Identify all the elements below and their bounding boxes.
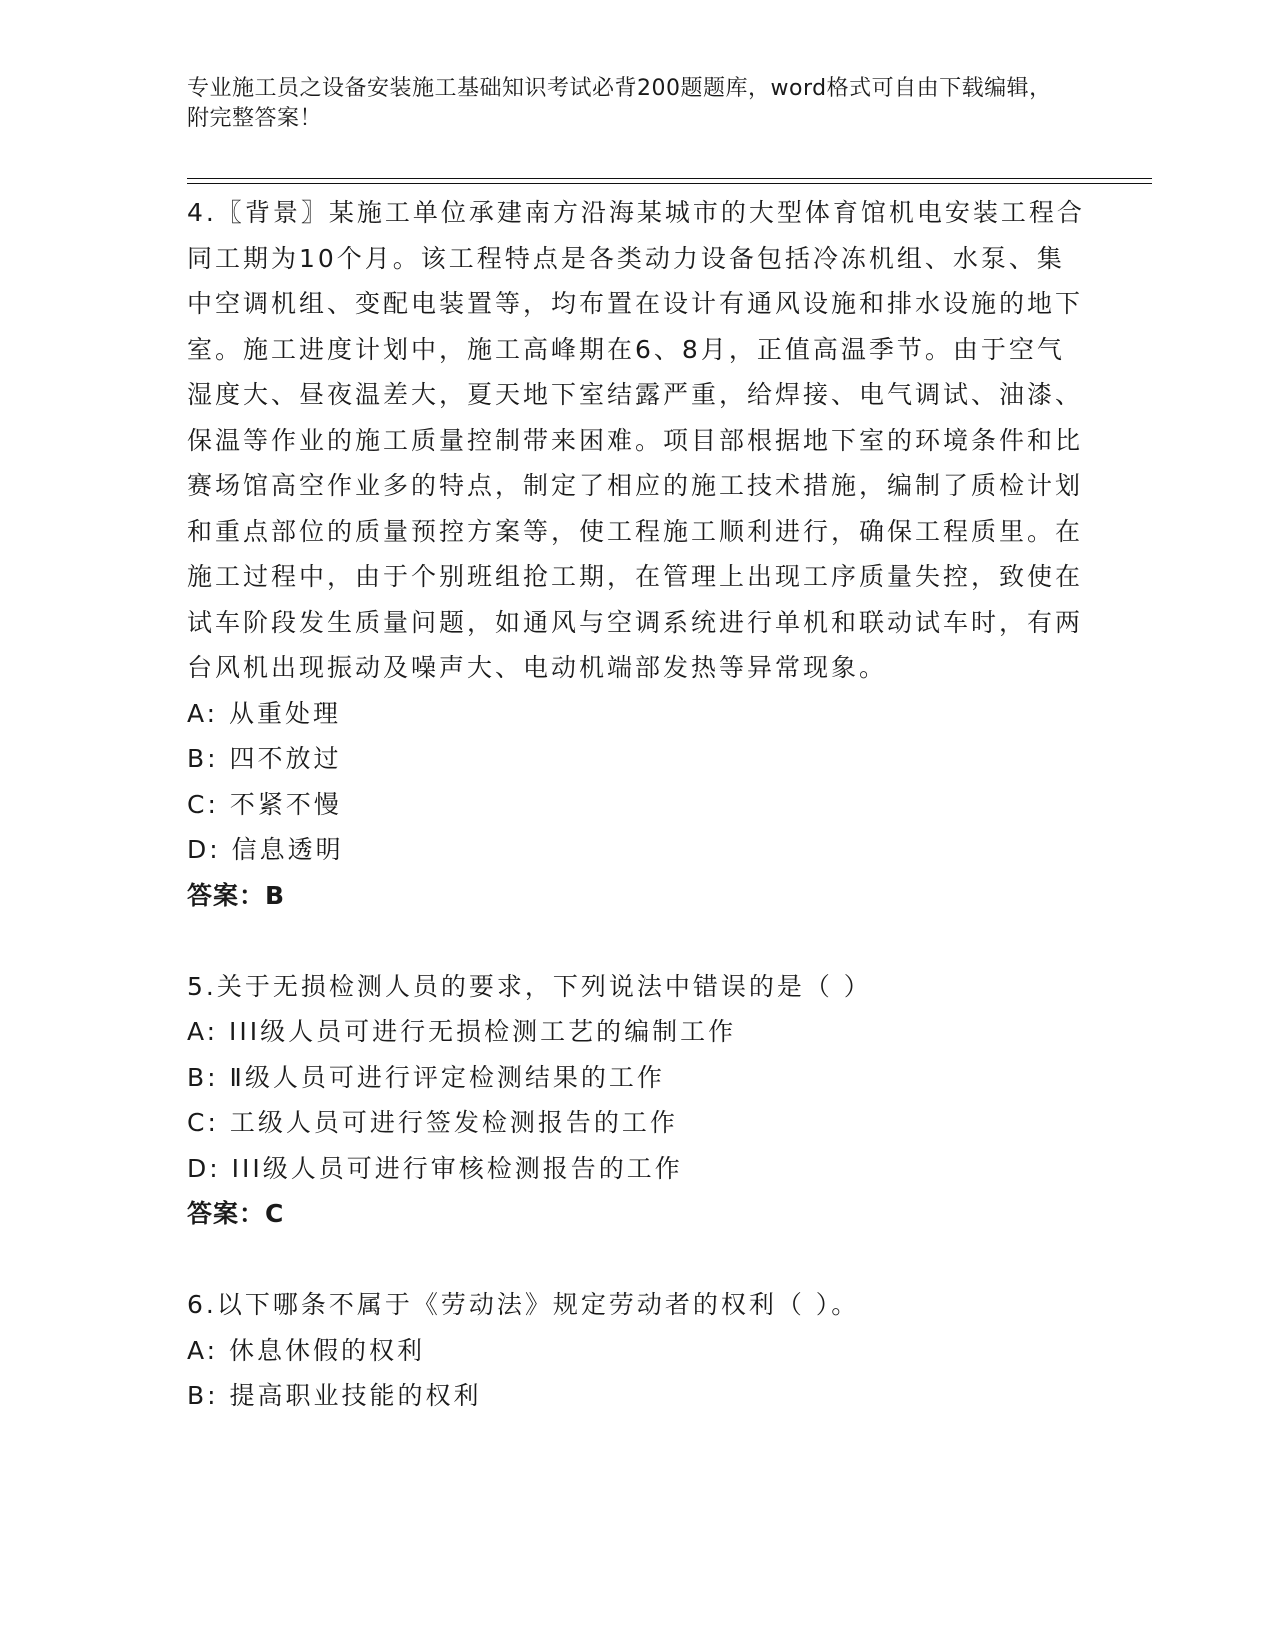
option-d: D: 信息透明 (187, 835, 344, 864)
answer: 答案：C (187, 1199, 285, 1228)
option-a: A: 休息休假的权利 (187, 1335, 426, 1365)
option-a: A: III级人员可进行无损检测工艺的编制工作 (187, 1017, 737, 1046)
question-text: 4.〖背景〗某施工单位承建南方沿海某城市的大型体育馆机电安装工程合同工期为10个月。该工程特点是各类动力设备包括冷冻机组、水泵、集中空调机组、变配电装置等，均布置在设计有通风设施和排水设施的地下室。施工进度计划中，施工高峰期在6、8月，正值高温季节。由于空气湿度大、昼夜温差大，夏天地下室结露严重，给焊接、电气调试、油漆、保温等作业的施工质量控制带来困难。项目部根据地下室的环境条件和比赛场馆高空作业多的特点，制定了相应的施工技术措施，编制了质检计划和重点部位的质量预控方案等，使工程施工顺利进行，确保工程质里。在施工过程中，由于个别班组抢工期，在管理上出现工序质量失控，致使在试车阶段发生质量问题，如通风与空调系统进行单机和联动试车时，有两台风机出现振动及噪声大、电动机端部发热等异常现象。 (187, 198, 1085, 682)
option-c: C: 不紧不慢 (187, 789, 342, 819)
option-b: B: 四不放过 (187, 744, 342, 773)
spacer (187, 1237, 1087, 1283)
option-c: C: 工级人员可进行签发检测报告的工作 (187, 1108, 678, 1137)
question-5 (187, 964, 1087, 1237)
spacer (187, 918, 1087, 964)
question-6 (187, 1282, 1087, 1419)
question-list (187, 190, 1087, 1419)
option-a: A: 从重处理 (187, 698, 342, 728)
option-d: D: III级人员可进行审核检测报告的工作 (187, 1153, 683, 1183)
header-rule-top (187, 178, 1152, 179)
question-text: 6.以下哪条不属于《劳动法》规定劳动者的权利（ ）。 (187, 1290, 860, 1319)
header-rule-bottom (187, 183, 1152, 184)
option-b: B: 提高职业技能的权利 (187, 1381, 482, 1410)
question-4 (187, 190, 1087, 918)
question-text: 5.关于无损检测人员的要求，下列说法中错误的是（ ） (187, 971, 872, 1001)
option-b: B: Ⅱ级人员可进行评定检测结果的工作 (187, 1062, 665, 1092)
answer: 答案：B (187, 880, 286, 910)
document-header: 专业施工员之设备安装施工基础知识考试必背200题题库，word格式可自由下载编辑，附完整答案！ (187, 76, 1052, 131)
